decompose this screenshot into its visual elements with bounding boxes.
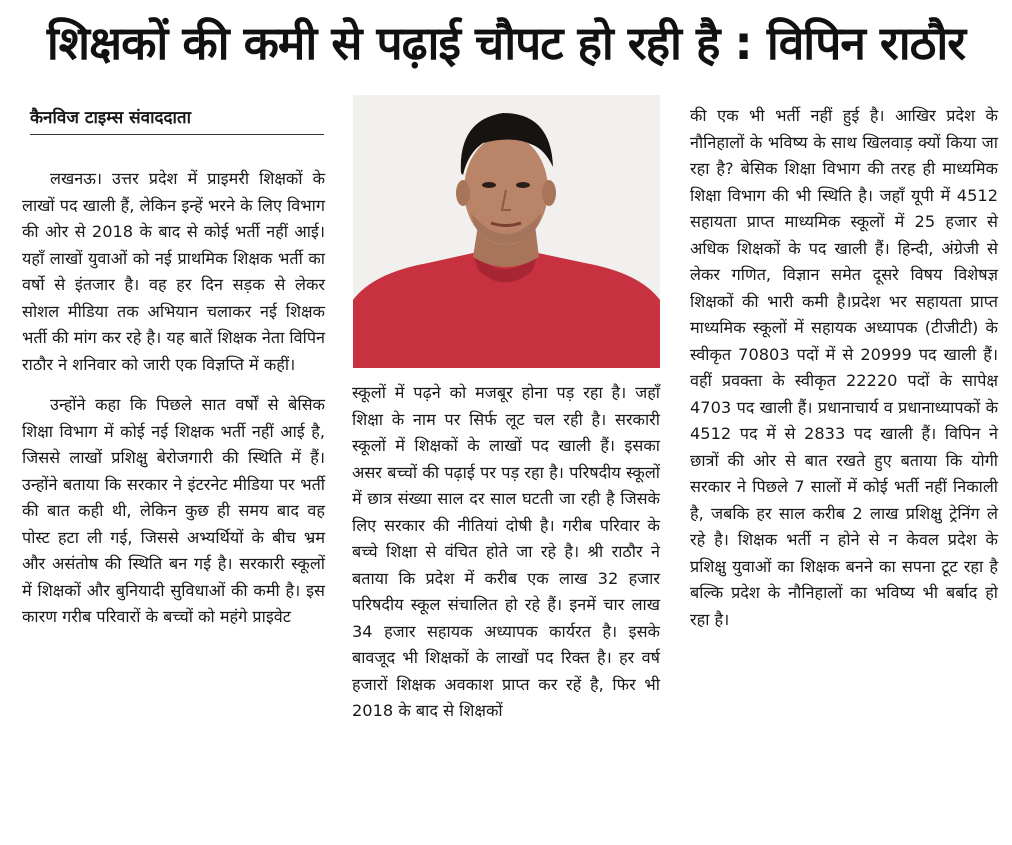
headline: शिक्षकों की कमी से पढ़ाई चौपट हो रही है : विपिन राठौर (46, 16, 966, 70)
article-column-2 (352, 380, 660, 725)
paragraph-gap (22, 378, 325, 392)
paragraph-2: उन्होंने कहा कि पिछले सात वर्षों से बेसिक शिक्षा विभाग में कोई नई शिक्षक भर्ती नहीं आई है, जिससे लाखों प्रशिक्षु बेरोजगारी की स्थिति में हैं। उन्होंने बताया कि सरकार ने इंटरनेट मीडिया पर भर्ती की बात कही थी, लेकिन कुछ ही समय बाद वह पोस्ट हटा ली गई, जिससे अभ्यर्थियों के बीच भ्रम और असंतोष की स्थिति बन गई है। सरकारी स्कूलों में शिक्षकों और बुनियादी सुविधाओं की कमी है। इस कारण गरीब परिवारों के बच्चों को महंगे प्राइवेट (22, 395, 325, 626)
paragraph-4: की एक भी भर्ती नहीं हुई है। आखिर प्रदेश के नौनिहालों के भविष्य के साथ खिलवाड़ क्यों किया जा रहा है? बेसिक शिक्षा विभाग की तरह ही माध्यमिक शिक्षा विभाग की भी स्थिति है। जहाँ यूपी में 4512 सहायता प्राप्त माध्यमिक स्कूलों में 25 हजार से अधिक शिक्षकों के पद खाली हैं। हिन्दी, अंग्रेजी से लेकर गणित, विज्ञान समेत दूसरे विषय विशेषज्ञ शिक्षकों की भारी कमी है।प्रदेश भर सहायता प्राप्त माध्यमिक स्कूलों में सहायक अध्यापक (टीजीटी) के स्वीकृत 70803 पदों में से 20999 पद खाली हैं। वहीं प्रवक्ता के स्वीकृत 22220 पदों के सापेक्ष 4703 पद खाली हैं। प्रधानाचार्य व प्रधानाध्यापकों के 4512 पद में से 2833 पद खाली हैं। विपिन ने छात्रों की ओर से बात रखते हुए बताया कि योगी सरकार ने पिछले 7 सालों में कोई भर्ती नहीं निकाली है, जबकि हर साल करीब 2 लाख प्रशिक्षु ट्रेनिंग ले रहे है। शिक्षक भर्ती न होने से न केवल प्रदेश के प्रशिक्षु युवाओं का शिक्षक बनने का सपना टूट रहा है बल्कि प्रदेश के नौनिहालों का भविष्य भी बर्बाद हो रहा है। (690, 106, 998, 629)
portrait-photo (353, 95, 660, 368)
article-column-1 (22, 166, 325, 631)
paragraph-3: स्कूलों में पढ़ने को मजबूर होना पड़ रहा है। जहाँ शिक्षा के नाम पर सिर्फ लूट चल रही है। सरकारी स्कूलों में शिक्षकों के लाखों पद खाली हैं। इसका असर बच्चों की पढ़ाई पर पड़ रहा है। परिषदीय स्कूलों में छात्र संख्या साल दर साल घटती जा रही है जिसके लिए सरकार की नीतियां दोषी है। गरीब परिवार के बच्चे शिक्षा से वंचित होते जा रहे है। श्री राठौर ने बताया कि प्रदेश में करीब एक लाख 32 हजार परिषदीय स्कूल संचालित हो रहे हैं। इनमें चार लाख 34 हजार सहायक अध्यापक कार्यरत है। इसके बावजूद भी शिक्षकों के लाखों पद रिक्त है। हर वर्ष हजारों शिक्षक अवकाश प्राप्त कर रहें है, फिर भी 2018 के बाद से शिक्षकों (352, 383, 660, 720)
paragraph-1: लखनऊ। उत्तर प्रदेश में प्राइमरी शिक्षकों के लाखों पद खाली हैं, लेकिन इन्हें भरने के लिए विभाग की ओर से 2018 के बाद से कोई भर्ती नहीं आई। यहाँ लाखों युवाओं को नई प्राथमिक शिक्षक भर्ती का वर्षो से इंतजार है। वह हर दिन सड़क से लेकर सोशल मीडिया तक अभियान चलाकर नई शिक्षक भर्ती की मांग कर रहे है। यह बातें शिक्षक नेता विपिन राठौर ने शनिवार को जारी एक विज्ञप्ति में कहीं। (22, 169, 325, 374)
article-column-3 (690, 103, 998, 633)
byline: कैनविज टाइम्स संवाददाता (30, 106, 324, 135)
portrait-photo-icon (353, 95, 660, 368)
